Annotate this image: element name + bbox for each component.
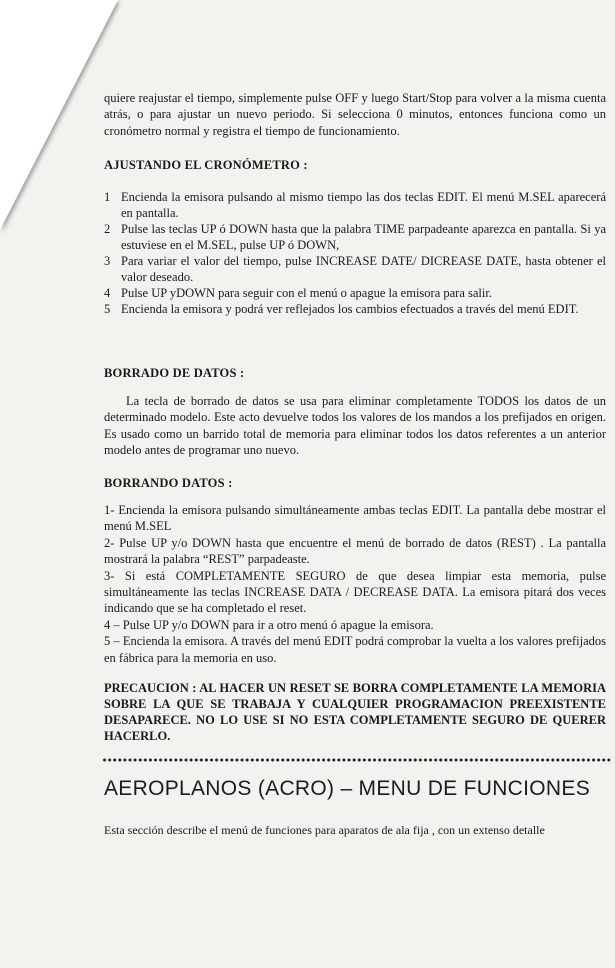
timer-steps-list — [104, 189, 606, 317]
step-number: 5 — [104, 302, 111, 316]
step-text: Para variar el valor del tiempo, pulse INCREASE DATE/ DICREASE DATE, hasta obtener el valor deseado. — [121, 254, 606, 284]
timer-step — [104, 253, 606, 285]
timer-heading: AJUSTANDO EL CRONÓMETRO : — [104, 158, 308, 172]
erasing-steps — [104, 502, 606, 666]
step-text: Encienda la emisora y podrá ver reflejados los cambios efectuados a través del menú EDIT. — [121, 302, 579, 316]
step-number: 3 — [104, 254, 111, 268]
erasing-step: 4 – Pulse UP y/o DOWN para ir a otro menú ó apague la emisora. — [104, 617, 434, 632]
dotted-divider — [102, 757, 612, 763]
step-text: Encienda la emisora pulsando al mismo tiempo las dos teclas EDIT. El menú M.SEL aparecerá en pantalla. — [121, 190, 606, 220]
step-number: 1 — [104, 190, 111, 204]
intro-text: quiere reajustar el tiempo, simplemente pulse OFF y luego Start/Stop para volver a la misma cuenta atrás, o para ajustar un nuevo periodo. Si selecciona 0 minutos, entonces funciona como un cronómetro normal y registra el tiempo de funcionamiento. — [104, 91, 606, 138]
step-text: Pulse las teclas UP ó DOWN hasta que la palabra TIME parpadeante aparezca en pantalla. Si ya estuviese en el M.SEL, pulse UP ó DOWN, — [121, 222, 606, 252]
timer-step — [104, 285, 606, 301]
step-number: 2 — [104, 222, 111, 236]
erasing-step: 3- Si está COMPLETAMENTE SEGURO de que desea limpiar esta memoria, pulse simultáneamente las teclas INCREASE DATA / DECREASE DATA. La emisora pitará dos veces indicando que se ha completado el reset. — [104, 568, 606, 616]
erasing-step: 1- Encienda la emisora pulsando simultáneamente ambas teclas EDIT. La pantalla debe mostrar el menú M.SEL — [104, 503, 606, 534]
intro-paragraph — [104, 90, 606, 139]
timer-step — [104, 301, 606, 317]
step-text: Pulse UP yDOWN para seguir con el menú o apague la emisora para salir. — [121, 286, 492, 300]
erasing-step: 5 – Encienda la emisora. A través del menú EDIT podrá comprobar la vuelta a los valores prefijados en fábrica para la memoria en uso. — [104, 634, 606, 665]
step-number: 4 — [104, 286, 111, 300]
timer-step — [104, 221, 606, 253]
section-title: AEROPLANOS (ACRO) – MENU DE FUNCIONES — [104, 777, 590, 800]
data-erase-heading: BORRADO DE DATOS : — [104, 366, 245, 380]
folded-page-corner — [0, 0, 118, 230]
timer-step — [104, 189, 606, 221]
erasing-step: 2- Pulse UP y/o DOWN hasta que encuentre el menú de borrado de datos (REST) . La pantalla mostrará la palabra “REST” parpadeaste. — [104, 535, 606, 567]
section-description: Esta sección describe el menú de funciones para aparatos de ala fija , con un extenso detalle — [104, 823, 545, 837]
erasing-heading: BORRANDO DATOS : — [104, 476, 233, 490]
warning-paragraph: PRECAUCION : AL HACER UN RESET SE BORRA COMPLETAMENTE LA MEMORIA SOBRE LA QUE SE TRABAJA Y CUALQUIER PROGRAMACION PREEXISTENTE DESAPARECE. NO LO USE SI NO ESTA COMPLETAMENTE SEGURO DE QUERER HACERLO. — [104, 681, 606, 743]
data-erase-paragraph: La tecla de borrado de datos se usa para eliminar completamente TODOS los datos de un determinado modelo. Este acto devuelve todos los valores de los mandos a los prefijados en origen. Es usado como un barrido total de memoria para eliminar todos los datos referentes a un anterior modelo antes de programar uno nuevo. — [104, 394, 606, 458]
